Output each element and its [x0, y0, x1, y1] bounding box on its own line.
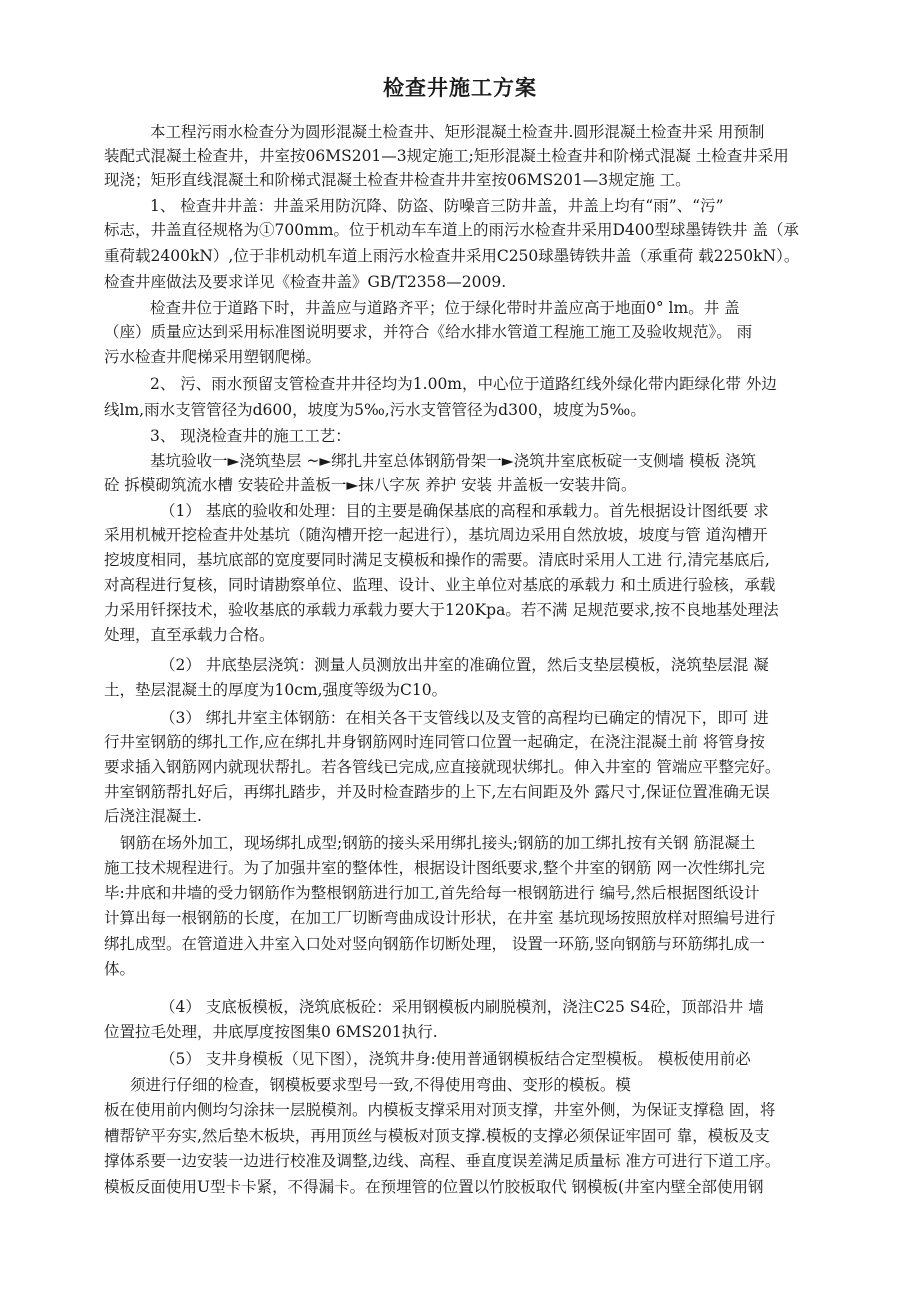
- text-line: 井室钢筋帮扎好后，再绑扎踏步，并及时检查踏步的上下,左右间距及外 露尺寸,保证位置准确无误: [104, 783, 770, 801]
- text-line: （座）质量应达到采用标准图说明要求，并符合《给水排水管道工程施工施工及验收规范》。 雨: [104, 323, 753, 341]
- text-line: 绑扎成型。在管道进入井室入口处对竖向钢筋作切断处理， 设置一环筋,竖向钢筋与环筋绑扎成一: [104, 935, 765, 953]
- text-line: 检查井位于道路下时，井盖应与道路齐平；位于绿化带时井盖应高于地面0° lm。井 盖: [150, 299, 740, 317]
- text-line: （4） 支底板模板，浇筑底板砼：采用钢模板内刷脱模剂，浇注C25 S4砼，顶部沿井 墙: [160, 998, 764, 1016]
- text-line: 线lm,雨水支管管径为d600，坡度为5‰,污水支管管径为d300，坡度为5‰。: [104, 401, 646, 419]
- text-line: 2、 污、雨水预留支管检查井井径均为1.00m，中心位于道路红线外绿化带内距绿化带 外边: [150, 375, 777, 393]
- text-line: 模板反面使用U型卡卡紧，不得漏卡。在预埋管的位置以竹胶板取代 钢模板(井室内壁全部使用钢: [104, 1178, 764, 1196]
- text-line: 毕:井底和井墙的受力钢筋作为整根钢筋进行加工,首先给每一根钢筋进行 编号,然后根据图纸设计: [104, 884, 760, 902]
- text-line: 检查井座做法及要求详见《检查井盖》GB/T2358—2009.: [104, 273, 507, 291]
- document-title: 检查井施工方案: [383, 76, 537, 100]
- text-line: 采用机械开挖检查井处基坑（随沟槽开挖一起进行），基坑周边采用自然放坡，坡度与管 道沟槽开: [104, 526, 768, 544]
- text-line: 重荷载2400kN）,位于非机动机车道上雨污水检查井采用C250球墨铸铁井盖（承重荷 载2250kN）。: [104, 247, 800, 265]
- text-line: （2） 井底垫层浇筑：测量人员测放出井室的准确位置，然后支垫层模板，浇筑垫层混 凝: [160, 656, 769, 674]
- text-line: 撑体系要一边安装一边进行校准及调整,边线、高程、垂直度误差满足质量标 准方可进行下道工序。: [104, 1152, 781, 1170]
- text-line: 体。: [104, 960, 136, 978]
- text-line: 位置拉毛处理，井底厚度按图集0 6MS201执行.: [104, 1023, 438, 1041]
- text-line: 装配式混凝土检查井，井室按06MS201—3规定施工;矩形混凝土检查井和阶梯式混凝 土检查井采用: [104, 147, 789, 165]
- text-line: （5） 支井身模板（见下图），浇筑井身:使用普通钢模板结合定型模板。 模板使用前必: [160, 1050, 751, 1068]
- text-line: 要求插入钢筋网内就现状帮扎。若各管线已完成,应直接就现状绑扎。伸入井室的 管端应平整完好。: [104, 758, 781, 776]
- text-line: 现浇；矩形直线混凝土和阶梯式混凝土检查井检查井井室按06MS201—3规定施 工。: [104, 171, 691, 189]
- text-line: 3、 现浇检查井的施工工艺：: [150, 427, 351, 445]
- text-line: 处理，直至承载力合格。: [104, 626, 275, 644]
- text-line: 挖坡度相同，基坑底部的宽度要同时满足支模板和操作的需要。清底时采用人工进 行,清完基底后,: [104, 551, 770, 569]
- text-line: 砼 拆模砌筑流水槽 安装砼井盖板一►抹八字灰 养护 安装 井盖板一安装井筒。: [104, 476, 637, 494]
- text-line: 污水检查井爬梯采用塑钢爬梯。: [104, 348, 322, 366]
- text-line: 土，垫层混凝土的厚度为10cm,强度等级为C10。: [104, 681, 448, 699]
- text-line: 对高程进行复核，同时请勘察单位、监理、设计、业主单位对基底的承载力 和土质进行验核，承载: [104, 576, 776, 594]
- text-line: 计算出每一根钢筋的长度，在加工厂切断弯曲成设计形状，在井室 基坑现场按照放样对照编号进行: [104, 909, 776, 927]
- text-line: 本工程污雨水检查分为圆形混凝土检查井、矩形混凝土检查井.圆形混凝土检查井采 用预制: [150, 123, 765, 141]
- text-line: （1） 基底的验收和处理：目的主要是确保基底的高程和承载力。首先根据设计图纸要 求: [160, 502, 769, 520]
- text-line: （3） 绑扎井室主体钢筋：在相关各干支管线以及支管的高程均已确定的情况下，即可 进: [160, 709, 769, 727]
- text-line: 力采用钎探技术，验收基底的承载力承载力要大于120Kpa。若不满 足规范要求,按不良地基处理法: [104, 601, 779, 619]
- text-line: 后浇注混凝土.: [104, 807, 202, 825]
- text-line: 标志，井盖直径规格为①700mm。位于机动车车道上的雨污水检查井采用D400型球墨铸铁井 盖（承: [104, 221, 799, 239]
- text-line: 基坑验收一►浇筑垫层 ~►绑扎井室总体钢筋骨架一►浇筑井室底板碇一支侧墙 模板 浇筑: [150, 452, 757, 470]
- text-line: 钢筋在场外加工，现场绑扎成型;钢筋的接头采用绑扎接头;钢筋的加工绑扎按有关钢 筋混凝土: [120, 834, 756, 852]
- text-line: 槽帮铲平夯实,然后垫木板块，再用顶丝与模板对顶支撑.模板的支撑必须保证牢固可 靠，模板及支: [104, 1127, 770, 1145]
- text-line: 板在使用前内侧均匀涂抹一层脱模剂。内模板支撑采用对顶支撑，井室外侧，为保证支撑稳 固，将: [104, 1101, 776, 1119]
- text-line: 行井室钢筋的绑扎工作,应在绑扎井身钢筋网时连同管口位置一起确定，在浇注混凝土前 将管身按: [104, 733, 765, 751]
- text-line: 须进行仔细的检查，钢模板要求型号一致,不得使用弯曲、变形的模板。模: [130, 1076, 631, 1094]
- text-line: 1、 检查井井盖：井盖采用防沉降、防盗、防噪音三防井盖，井盖上均有“雨”、“污”: [150, 197, 724, 215]
- text-line: 施工技术规程进行。为了加强井室的整体性，根据设计图纸要求,整个井室的钢筋 网一次性绑扎完: [104, 859, 765, 877]
